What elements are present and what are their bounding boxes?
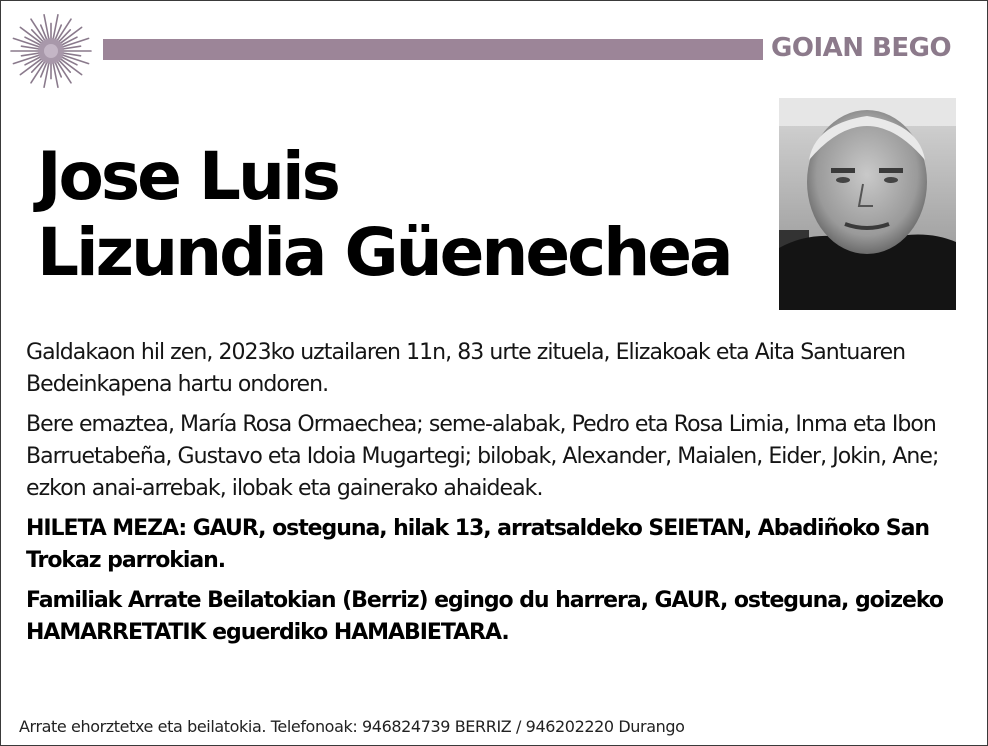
name-line-2: Lizundia Güenechea: [37, 214, 731, 291]
notice-paragraph-funeral: HILETA MEZA: GAUR, osteguna, hilak 13, arratsaldeko SEIETAN, Abadiñoko San Trokaz parrokian.: [26, 516, 929, 573]
notice-paragraph: Bere emaztea, María Rosa Ormaechea; seme-alabak, Pedro eta Rosa Limia, Inma eta Ibon Barruetabeña, Gustavo eta Idoia Mugartegi; bilobak, Alexander, Maialen, Eider, Jokin, Ane; ezkon anai-arrebak, ilobak eta gainerako ahaideak.: [26, 412, 939, 501]
notice-body: [26, 337, 966, 657]
header-tag: GOIAN BEGO: [771, 33, 952, 63]
header-rule: [103, 39, 763, 60]
notice-paragraph: Galdakaon hil zen, 2023ko uztailaren 11n, 83 urte zituela, Elizakoak eta Aita Santuaren Bedeinkapena hartu ondoren.: [26, 340, 906, 397]
notice-paragraph-wake: Familiak Arrate Beilatokian (Berriz) egingo du harrera, GAUR, osteguna, goizeko HAMARRETATIK eguerdiko HAMABIETARA.: [26, 588, 943, 645]
deceased-name: [37, 139, 731, 291]
portrait-photo: [779, 98, 956, 310]
thistle-flower-icon: [7, 11, 97, 93]
funeral-home-contact: Arrate ehorztetxe eta beilatokia. Telefonoak: 946824739 BERRIZ / 946202220 Durango: [19, 717, 685, 736]
name-line-1: Jose Luis: [37, 138, 338, 215]
